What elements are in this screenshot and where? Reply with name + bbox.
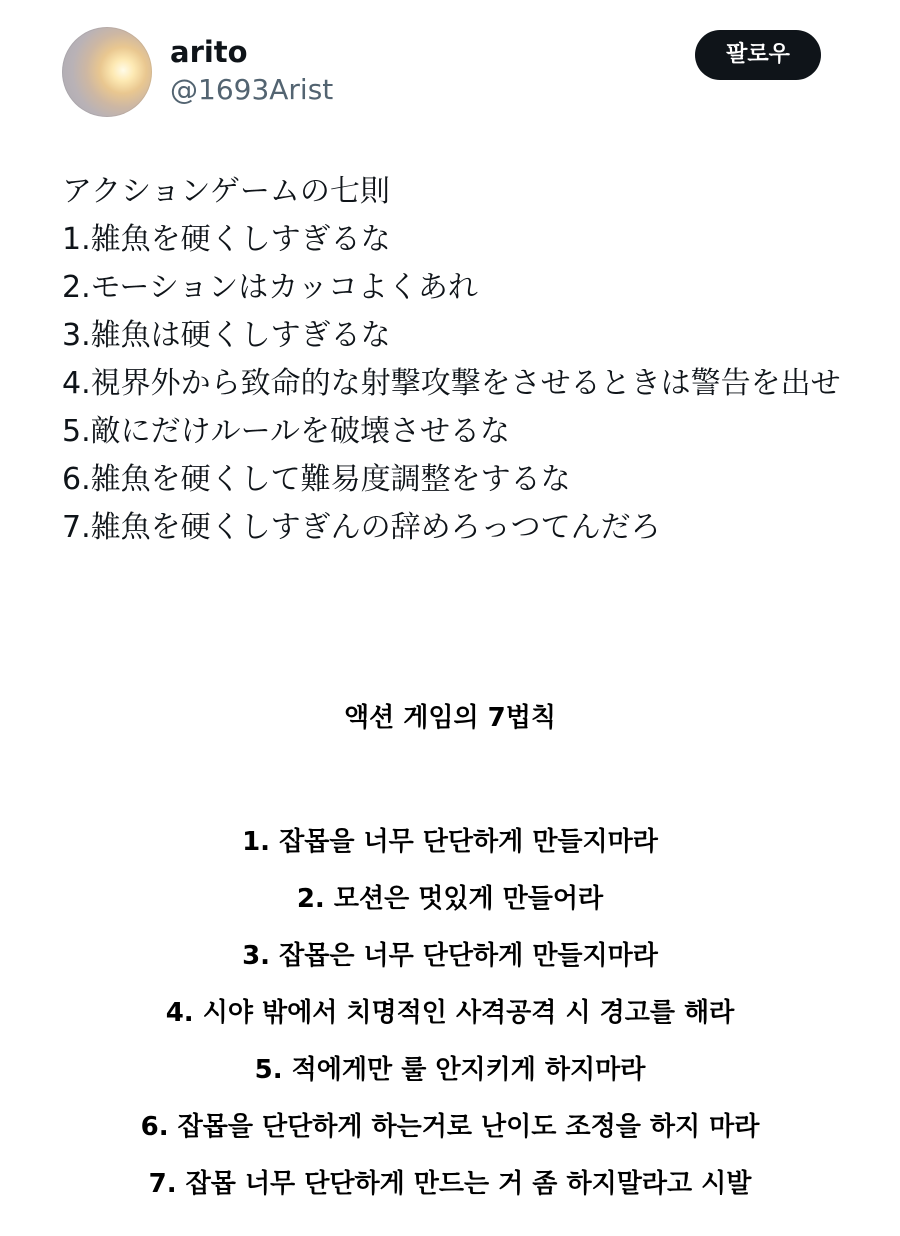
translation-item: 1. 잡몹을 너무 단단하게 만들지마라 xyxy=(242,827,658,857)
tweet-line: 4.視界外から致命的な射撃攻撃をさせるときは警告を出せ xyxy=(62,366,841,401)
tweet-line: アクションゲームの七則 xyxy=(62,174,390,209)
user-handle[interactable]: @1693Arist xyxy=(170,73,334,106)
translation-item: 5. 적에게만 룰 안지키게 하지마라 xyxy=(254,1055,646,1085)
user-info[interactable] xyxy=(170,34,333,108)
avatar[interactable] xyxy=(62,27,152,117)
translation-item: 3. 잡몹은 너무 단단하게 만들지마라 xyxy=(242,941,658,971)
translation-caption xyxy=(0,692,900,1213)
tweet-line: 1.雑魚を硬くしすぎるな xyxy=(62,222,391,257)
tweet-line: 5.敵にだけルールを破壊させるな xyxy=(62,414,511,449)
tweet-line: 6.雑魚を硬くして難易度調整をするな xyxy=(62,462,571,497)
tweet-header xyxy=(0,0,900,130)
translation-item: 4. 시야 밖에서 치명적인 사격공격 시 경고를 해라 xyxy=(165,998,735,1028)
translation-item: 6. 잡몹을 단단하게 하는거로 난이도 조정을 하지 마라 xyxy=(140,1112,760,1142)
translation-item: 7. 잡몹 너무 단단하게 만드는 거 좀 하지말라고 시발 xyxy=(148,1169,752,1199)
tweet-line: 7.雑魚を硬くしすぎんの辞めろっつてんだろ xyxy=(62,510,661,545)
translation-item: 2. 모션은 멋있게 만들어라 xyxy=(296,884,604,914)
translation-list xyxy=(0,814,900,1213)
tweet-text xyxy=(62,168,842,552)
translation-title: 액션 게임의 7법칙 xyxy=(343,703,556,733)
follow-button[interactable]: 팔로우 xyxy=(695,30,821,80)
tweet-line: 3.雑魚は硬くしすぎるな xyxy=(62,318,391,353)
display-name[interactable]: arito xyxy=(170,35,248,69)
tweet-line: 2.モーションはカッコよくあれ xyxy=(62,270,478,305)
